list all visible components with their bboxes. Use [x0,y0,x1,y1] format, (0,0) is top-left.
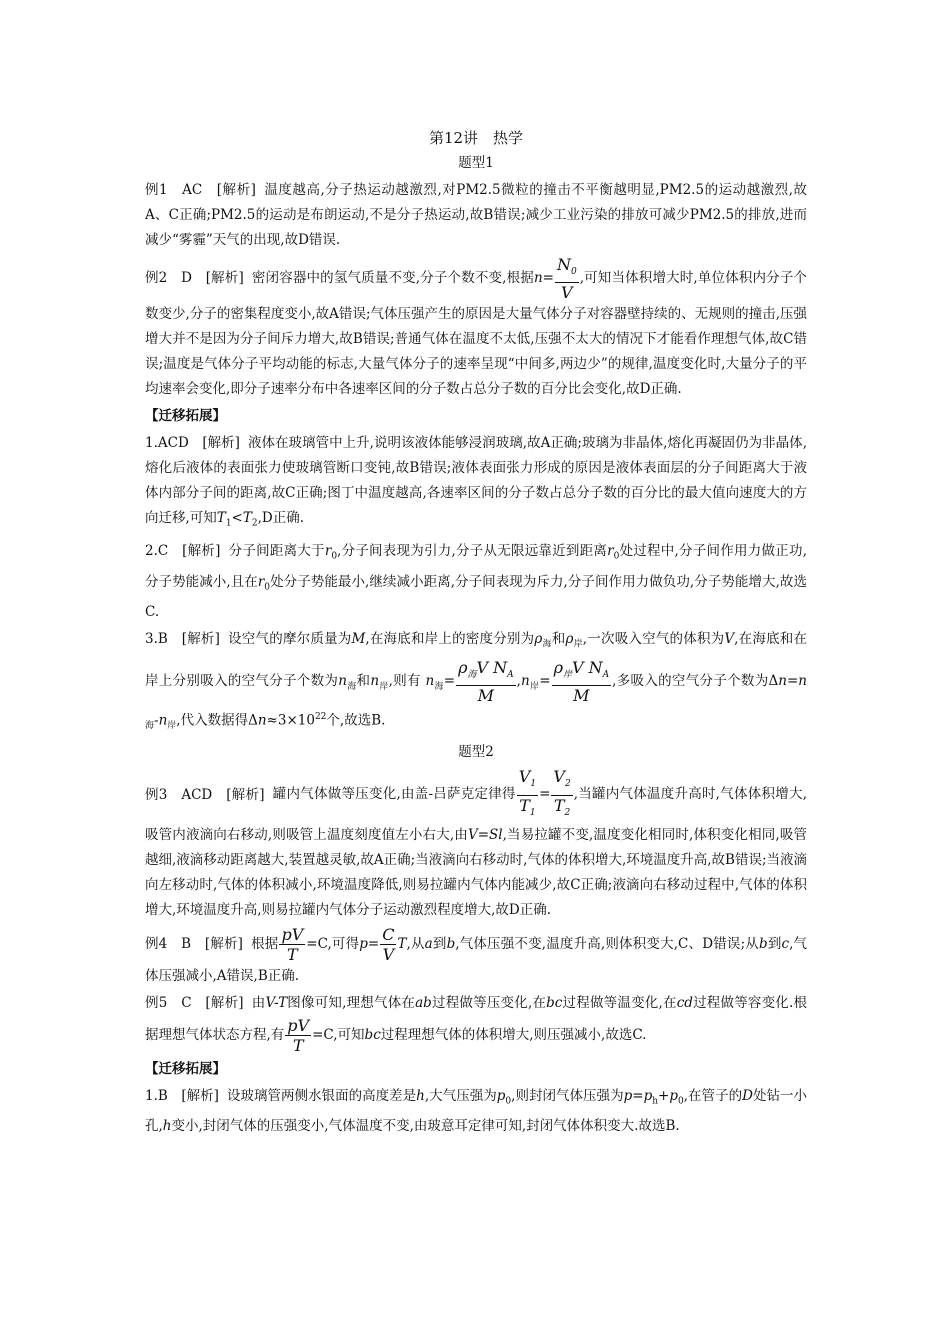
transfer-4-text-a: 设玻璃管两侧水银面的高度差是 [226,1087,417,1104]
example-4-text-g: ,气体压强减小,A错误,B正确. [145,935,808,984]
formula-v1-t1: $\frac{V_1}{T_1}$ [518,767,537,818]
section-heading-2: 题型2 [458,744,494,761]
example-3-text-a: 罐内气体做等压变化,由盖-吕萨克定律得 [272,786,516,803]
formula-v2-t2: $\frac{V_2}{T_2}$ [553,767,571,818]
transfer-2-text-d: 处分子势能最小,继续减小距离,分子间表现为斥力,分子间作用力做负功,分子势能增大,故选C. [145,573,807,621]
transfer-1: 1.ACD [解析] 液体在玻璃管中上升,说明该液体能够浸润玻璃,故A正确;玻璃为非晶体,熔化再凝固仍为非晶体,熔化后液体的表面张力使玻璃管断口变钝,故B错误;液体表面张力形成的原因是液体表面层的分子间距离大于液体内部分子间的距离,故C正确;图丁中温度越高,各速率区间的分子数占总分子数的百分比的最大值向速度大的方向迁移,可知$T_1<T_2,D$正确. [145,435,807,529]
example-3-label: 例3 ACD [解析] [145,786,265,803]
transfer-3-text-a: 设空气的摩尔质量为 [227,631,352,648]
formula-pv-over-t-2: $\frac{pV}{T}$ [287,1015,310,1055]
transfer-2-text-a: 分子间距离大于 [228,542,325,559]
example-1-label: 例1 AC [解析] [145,182,256,198]
section-heading-1: 题型1 [458,155,494,171]
transfer-4-text-f: 变小,封闭气体的压强变小,气体温度不变,由玻意耳定律可知,封闭气体体积变大.故选B. [171,1118,680,1135]
transfer-4-text-b: ,大气压强为 [424,1087,497,1104]
transfer-3-text-d: ,一次吸入空气的体积为 [582,631,725,648]
example-1 [145,178,807,253]
example-5-text-g: 过程理想气体的体积增大,则压强减小,故选C. [380,1026,647,1043]
sub-sea: 海 [434,681,444,692]
transfer-1-label: 1.ACD [解析] [145,435,240,452]
approx-value: 3×10 [277,712,315,729]
transfer-3-text-h: ,多吸入的空气分子个数为 [612,673,769,690]
sub-sea: 海 [145,721,155,732]
example-3-text-b: ,当罐内气体温度升高时,气体体积增大,吸管内液滴向右移动,则吸管上温度刻度值左小右大,由 [145,786,807,843]
example-4-text-c: ,从 [406,935,425,952]
example-4-text-b: =C,可得 [306,935,360,952]
example-5-text-a: 由 [251,994,266,1011]
example-4-text-d: 到 [432,935,447,952]
formula-n-sea: $\frac{\rho_海V N_A}{M}$ [458,657,514,706]
formula-c-over-v: $\frac{C}{V}$ [382,924,395,964]
extension-heading-2: 【迁移拓展】 [145,1060,226,1077]
transfer-2-label: 2.C [解析] [145,542,221,559]
transfer-3-text-c: 和 [551,631,566,648]
transfer-4-label: 1.B [解析] [145,1087,219,1104]
transfer-2: 2.C [解析] 分子间距离大于$r_0$,分子间表现为引力,分子从无限远靠近到距离$r_0$处过程中,分子间作用力做正功,分子势能减小,且在$r_0$处分子势能最小,继续减小距离,分子间表现为斥力,分子间作用力做负功,分子势能增大,故选C. [145,542,807,621]
example-2-label: 例2 D [解析] [145,270,244,287]
formula-n-shore: $\frac{\rho_岸V N_A}{M}$ [553,657,610,706]
transfer-4-text-e: 处钻一小孔, [145,1087,808,1135]
transfer-3-text-e: ,在海底和在岸上分别吸入的空气分子个数为 [145,631,807,690]
example-5-text-f: =C,可知 [312,1026,365,1043]
transfer-3-label: 3.B [解析] [145,631,220,648]
transfer-2-text-c: 处过程中,分子间作用力做正功,分子势能减小,且在 [145,542,807,590]
transfer-3-text-j: 个,故选B. [326,712,386,729]
sub-shore: 岸 [379,681,389,692]
example-5: 例5 C [解析] 由V-T图像可知,理想气体在ab过程做等压变化,在bc过程做等温变化,在cd过程做等容变化.根据理想气体状态方程,有 $\frac{pV}{T}$ =C,可知bc过程理想气体的体积增大,则压强减小,故选C. [145,994,808,1055]
example-4-text-f: 到 [767,935,782,952]
sub-shore: 岸 [562,670,572,681]
example-2-text-b: ,可知当体积增大时,单位体积内分子个数变少,分子的密集程度变小,故A错误;气体压强产生的原因是大量气体分子对容器壁持续的、无规则的撞击,压强增大并不是因为分子间斥力增大,故B错误;普通气体在温度不太低,压强不太大的情况下才能看作理想气体,故C错误;温度是气体分子平均动能的标志,大量气体分子的速率呈现“中间多,两边少”的规律,温度变化时,大量分子的平均速率会变化,即分子速率分布中各速率区间的分子数占总分子数的百分比会变化,故D正确. [145,270,807,398]
example-5-text-e: 过程做等容变化.根据理想气体状态方程,有 [145,994,808,1043]
transfer-3: 3.B [解析] 设空气的摩尔质量为M,在海底和岸上的密度分别为$\rho_海$和$\rho_岸$,一次吸入空气的体积为V,在海底和在岸上分别吸入的空气分子个数为$n_海$和$n_岸$,则有 $n_海=$ $\frac{\rho_海V N_A}{M}$ $,n_岸=$ $\frac{\rho_岸V N_A}{M}$ ,多吸入的空气分子个数为$\Delta n=n_海-n_岸$,代入数据得$\Delta n\approx 3\times 10^{22}$个,故选B. [145,631,807,732]
example-1-text: 温度越高,分子热运动越激烈,对PM2.5微粒的撞击不平衡越明显,PM2.5的运动越激烈,故A、C正确;PM2.5的运动是布朗运动,不是分子热运动,故B错误;减少工业污染的排放可减少PM2.5的排放,进而减少“雾霾”天气的出现,故D错误. [145,182,808,248]
approx-exponent: 22 [314,712,327,723]
page-title: 第12讲 热学 [428,129,524,147]
transfer-1-text-a: 液体在玻璃管中上升,说明该液体能够浸润玻璃,故A正确;玻璃为非晶体,熔化再凝固仍为非晶体,熔化后液体的表面张力使玻璃管断口变钝,故B错误;液体表面张力形成的原因是液体表面层的分子间距离大于液体内部分子间的距离,故C正确;图丁中温度越高,各速率区间的分子数占总分子数的百分比的最大值向速度大的方向迁移,可知 [145,435,807,527]
transfer-1-text-b: ,D正确. [257,510,305,527]
transfer-3-text-g: ,则有 [388,673,421,690]
content [145,126,807,1141]
example-5-label: 例5 C [解析] [145,994,244,1011]
transfer-4-text-d: ,在管子的 [683,1087,743,1104]
sub-sea: 海 [346,681,357,692]
example-4: 例4 B [解析] 根据 $\frac{pV}{T}$ =C,可得p= $\frac{C}{V}$ T,从a到b,气体压强不变,温度升高,则体积变大,C、D错误;从b到c,气体压强减小,A错误,B正确. [145,924,808,984]
example-5-text-b: 图像可知,理想气体在 [287,994,416,1011]
transfer-4: 1.B [解析] 设玻璃管两侧水银面的高度差是h,大气压强为$p_0$,则封闭气体压强为$p=p_h+p_0$,在管子的D处钻一小孔,h变小,封闭气体的压强变小,气体温度不变,由玻意耳定律可知,封闭气体体积变大.故选B. [145,1087,808,1135]
example-4-text-e: ,气体压强不变,温度升高,则体积变大,C、D错误;从 [455,935,759,952]
example-3-text-c: ,当易拉罐不变,温度变化相同时,体积变化相同,吸管越细,液滴移动距离越大,装置越灵敏,故A正确;当液滴向右移动时,气体的体积增大,环境温度升高,故B错误;当液滴向左移动时,气体的体积减小,环境温度降低,则易拉罐内气体内能减少,故C正确;液滴向右移动过程中,气体的体积增大,环境温度升高,则易拉罐内气体分子运动激烈程度增大,故D正确. [145,826,808,918]
example-4-label: 例4 B [解析] [145,935,243,952]
sub-shore: 岸 [573,639,583,650]
transfer-3-text-i: ,代入数据得 [176,712,249,729]
transfer-4-text-c: ,则封闭气体压强为 [511,1087,624,1104]
example-2-text-a: 密闭容器中的氢气质量不变,分子个数不变,根据 [251,270,534,287]
example-2: 例2 D [解析] 密闭容器中的氢气质量不变,分子个数不变,根据n= $\frac{N_0}{V}$ ,可知当体积增大时,单位体积内分子个数变少,分子的密集程度变小,故A错误;气体压强产生的原因是大量气体分子对容器壁持续的、无规则的撞击,压强增大并不是因为分子间斥力增大,故B错误;普通气体在温度不太低,压强不太大的情况下才能看作理想气体,故C错误;温度是气体分子平均动能的标志,大量气体分子的速率呈现“中间多,两边少”的规律,温度变化时,大量分子的平均速率会变化,即分子速率分布中各速率区间的分子数占总分子数的百分比会变化,故D正确. [145,255,807,398]
transfer-3-text-f: 和 [356,673,371,690]
extension-heading-1: 【迁移拓展】 [145,408,226,425]
sub-shore: 岸 [167,721,177,732]
example-3: 例3 ACD [解析] 罐内气体做等压变化,由盖-吕萨克定律得 $\frac{V_1}{T_1}$ = $\frac{V_2}{T_2}$ ,当罐内气体温度升高时,气体体积增大,吸管内液滴向右移动,则吸管上温度刻度值左小右大,由V=Sl,当易拉罐不变,温度变化相同时,体积变化相同,吸管越细,液滴移动距离越大,装置越灵敏,故A正确;当液滴向右移动时,气体的体积增大,环境温度升高,故B错误;当液滴向左移动时,气体的体积减小,环境温度降低,则易拉罐内气体内能减少,故C正确;液滴向右移动过程中,气体的体积增大,环境温度升高,则易拉罐内气体分子运动激烈程度增大,故D正确. [145,767,808,918]
transfer-3-text-b: ,在海底和岸上的密度分别为 [365,631,535,648]
sub-sea: 海 [542,639,552,650]
example-5-text-c: 过程做等压变化,在 [431,994,547,1011]
example-5-text-d: 过程做等温变化,在 [562,994,677,1011]
transfer-2-text-b: ,分子间表现为引力,分子从无限远靠近到距离 [337,542,608,559]
formula-n-over-v: $\frac{N_0}{V}$ [556,255,577,303]
sub-shore: 岸 [529,681,540,692]
sub-sea: 海 [467,670,477,681]
formula-pv-over-t: $\frac{pV}{T}$ [281,924,304,964]
example-4-text-a: 根据 [250,935,279,952]
